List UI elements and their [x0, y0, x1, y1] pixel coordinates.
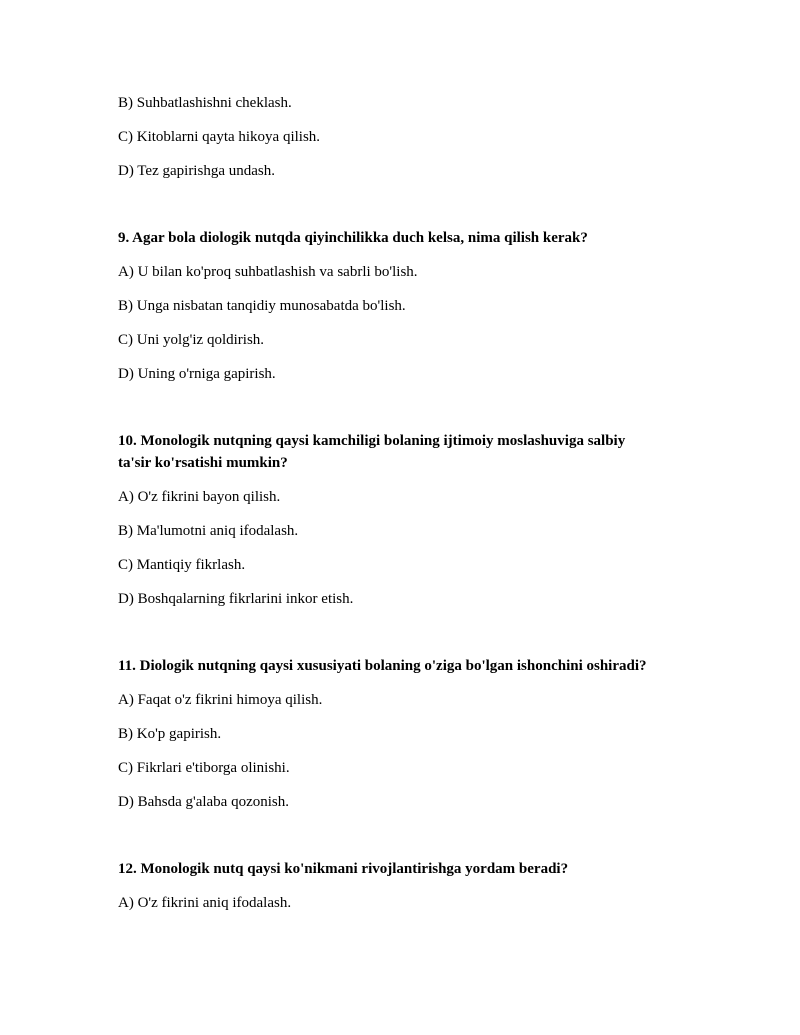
question-title — [118, 430, 718, 474]
option-c: C) Uni yolg'iz qoldirish. — [118, 332, 265, 348]
question-title: 9. Agar bola diologik nutqda qiyinchilikka duch kelsa, nima qilish kerak? — [118, 230, 588, 246]
question-title: 11. Diologik nutqning qaysi xususiyati bolaning o'ziga bo'lgan ishonchini oshiradi? — [118, 658, 647, 674]
option-d: D) Uning o'rniga gapirish. — [118, 366, 276, 382]
question-block-12 — [118, 858, 718, 914]
spacer — [118, 397, 718, 430]
option-a: A) O'z fikrini bayon qilish. — [118, 489, 281, 505]
option-c: C) Mantiqiy fikrlash. — [118, 557, 246, 573]
question-block-9 — [118, 227, 718, 385]
option-a: A) U bilan ko'proq suhbatlashish va sabrli bo'lish. — [118, 264, 418, 280]
question-title-line-1: 10. Monologik nutqning qaysi kamchiligi bolaning ijtimoiy moslashuviga salbiy — [118, 433, 626, 449]
option-c: C) Kitoblarni qayta hikoya qilish. — [118, 129, 321, 145]
spacer — [118, 194, 718, 227]
option-d: D) Boshqalarning fikrlarini inkor etish. — [118, 591, 354, 607]
spacer — [118, 622, 718, 655]
option-d: D) Bahsda g'alaba qozonish. — [118, 794, 289, 810]
option-a: A) O'z fikrini aniq ifodalash. — [118, 895, 292, 911]
option-a: A) Faqat o'z fikrini himoya qilish. — [118, 692, 323, 708]
option-d: D) Tez gapirishga undash. — [118, 163, 275, 179]
option-c: C) Fikrlari e'tiborga olinishi. — [118, 760, 290, 776]
option-b: B) Unga nisbatan tanqidiy munosabatda bo'lish. — [118, 298, 406, 314]
question-block-10 — [118, 430, 718, 610]
option-b: B) Ma'lumotni aniq ifodalash. — [118, 523, 299, 539]
document-page — [118, 92, 718, 926]
question-block-11 — [118, 655, 718, 813]
question-title: 12. Monologik nutq qaysi ko'nikmani rivojlantirishga yordam beradi? — [118, 861, 569, 877]
question-title-line-2: ta'sir ko'rsatishi mumkin? — [118, 455, 288, 471]
option-b: B) Ko'p gapirish. — [118, 726, 222, 742]
spacer — [118, 825, 718, 858]
option-b: B) Suhbatlashishni cheklash. — [118, 95, 292, 111]
